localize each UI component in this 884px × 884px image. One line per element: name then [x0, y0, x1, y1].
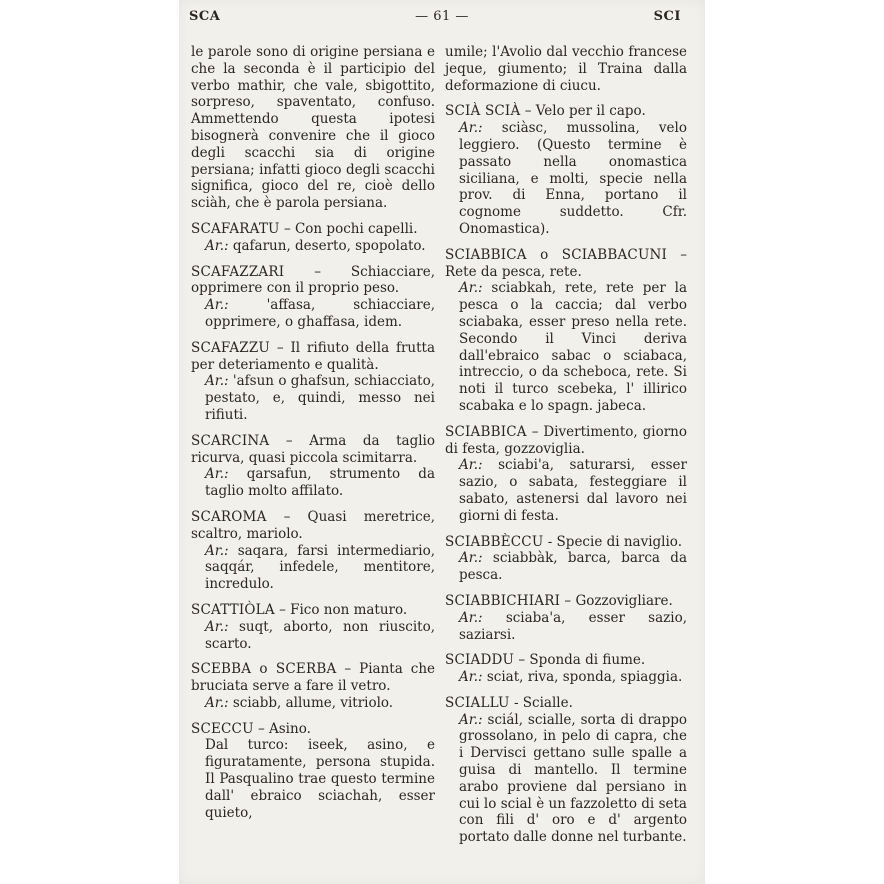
entry-definition [445, 247, 687, 281]
arabic-etymology [445, 280, 687, 414]
arabic-text: sciabbàk, barca, barca da pesca. [459, 550, 687, 584]
entry-gloss: – Con pochi capelli. [283, 220, 418, 237]
page-number: — 61 — [415, 9, 469, 24]
arabic-etymology [445, 120, 687, 238]
entry-gloss: – Quasi meretrice, scaltro, mariolo. [191, 508, 435, 542]
dictionary-entry [191, 721, 435, 822]
left-entries [191, 221, 435, 822]
entry-gloss: – Arma da taglio ricurva, quasi piccola scimitarra. [191, 432, 435, 466]
entry-gloss: – Il rifiuto della frutta per deteriamento e qualità. [191, 339, 435, 373]
entry-headword: SCIADDU [445, 652, 515, 669]
arabic-etymology [445, 669, 687, 686]
arabic-text: sciál, scialle, sorta di drappo grossolano, in pelo di capra, che i Dervisci gettano sulle spalle a guisa di mantello. Il termine arabo proviene dal persiano in cui lo scial è un fazzoletto di seta con fili d' oro e d' argento portato dalle donne nel turbante. [459, 711, 688, 846]
header-left: SCA [189, 9, 221, 24]
right-column [445, 44, 687, 855]
arabic-label: Ar.: [459, 609, 483, 626]
arabic-label: Ar.: [459, 457, 483, 474]
entry-gloss: – Schiacciare, opprimere con il proprio peso. [191, 263, 435, 297]
entry-headword: SCIABBÈCCU [445, 533, 544, 550]
entry-headword: SCARCINA [191, 432, 270, 449]
entry-headword: SCAFARATU [191, 220, 280, 237]
entry-headword: SCIÀ SCIÀ [445, 103, 521, 120]
entry-gloss: – Fico non maturo. [279, 601, 408, 618]
arabic-etymology [445, 550, 687, 584]
arabic-text: sciabi'a, saturarsi, esser sazio, o sabata, festeggiare il sabato, astenersi dal lavoro nei giorni di festa. [459, 457, 687, 524]
arabic-etymology [191, 695, 435, 712]
entry-definition [445, 534, 687, 551]
arabic-text: 'affasa, schiacciare, opprimere, o ghaffasa, idem. [205, 297, 435, 330]
entry-gloss: – Sponda di fiume. [518, 652, 646, 669]
entry-gloss: – Pianta che bruciata serve a fare il vetro. [191, 661, 436, 695]
arabic-text: 'afsun o ghafsun, schiacciato, pestato, e, quindi, messo nei rifiuti. [205, 373, 435, 423]
right-intro [445, 44, 687, 94]
entry-definition [191, 264, 435, 298]
dictionary-entry [191, 340, 435, 424]
right-entries [445, 103, 687, 846]
arabic-label: Ar.: [205, 373, 229, 390]
dictionary-entry [191, 433, 435, 500]
dictionary-entry [191, 602, 435, 652]
dictionary-page [179, 0, 705, 884]
arabic-label: Ar.: [205, 237, 229, 254]
entry-headword: SCIABBICHIARI [445, 592, 561, 609]
entry-headword: SCIALLU [445, 694, 510, 711]
arabic-label: Ar.: [459, 280, 483, 297]
arabic-text: sciabb, allume, vitriolo. [232, 694, 394, 711]
arabic-text: sciabkah, rete, rete per la pesca o la caccia; dal verbo sciabaka, esser preso nella rete. Secondo il Vinci deriva dall'ebraico sabac o sciabaca, intreccio, o da scheboca, rete. Si noti il turco scebeka, l' illirico scabaka e lo spagn. jabeca. [459, 280, 687, 414]
entry-definition [445, 103, 687, 120]
dictionary-entry [445, 247, 687, 415]
entry-headword: SCAFAZZARI [191, 263, 285, 280]
arabic-etymology [191, 238, 435, 255]
intro-text: umile; l'Avolio dal vecchio francese jeque, giumento; il Traina dalla deformazione di ciucu. [445, 44, 687, 94]
arabic-label: Ar.: [205, 694, 229, 711]
arabic-text: suqt, aborto, non riuscito, scarto. [205, 618, 436, 652]
arabic-label: Ar.: [205, 466, 229, 483]
dictionary-entry [445, 593, 687, 643]
header-right: SCI [653, 9, 681, 24]
arabic-label: Ar.: [205, 618, 229, 635]
entry-definition [191, 340, 435, 374]
entry-definition [191, 509, 435, 543]
dictionary-entry [445, 652, 687, 686]
arabic-label: Ar.: [459, 669, 483, 686]
entry-headword: SCIABBICA o SCIABBACUNI [445, 246, 668, 263]
entry-gloss: - Scialle. [513, 694, 573, 711]
entry-definition [445, 424, 687, 458]
dictionary-entry [445, 424, 687, 525]
dictionary-entry [445, 695, 687, 846]
dictionary-entry [191, 509, 435, 593]
arabic-text: sciaba'a, esser sazio, saziarsi. [459, 609, 688, 643]
arabic-text: qarsafun, strumento da taglio molto affilato. [205, 466, 435, 500]
arabic-etymology [445, 457, 687, 524]
arabic-label: Ar.: [459, 550, 483, 567]
entry-gloss: – Velo per il capo. [524, 103, 646, 120]
dictionary-entry [445, 103, 687, 237]
entry-definition [445, 593, 687, 610]
entry-definition [191, 721, 435, 738]
arabic-etymology [191, 373, 435, 423]
arabic-label: Ar.: [205, 542, 229, 559]
left-intro [191, 44, 435, 212]
entry-extra-text: Dal turco: iseek, asino, e figuratamente, persona stupida. Il Pasqualino trae questo termine dall' ebraico sciachah, esser quieto, [205, 737, 435, 821]
entry-definition [445, 695, 687, 712]
entry-gloss: – Gozzovigliare. [564, 592, 673, 609]
arabic-text: qafarun, deserto, spopolato. [232, 237, 426, 254]
entry-gloss: – Asino. [257, 720, 311, 737]
left-column [191, 44, 435, 830]
arabic-text: sciat, riva, sponda, spiaggia. [486, 669, 683, 686]
intro-text: le parole sono di origine persiana e che la seconda è il participio del verbo mathir, che vale, sbigottito, sorpreso, spaventato, confuso. Ammettendo questa ipotesi bisognerà convenire che il gioco degli scacchi sia di origine persiana; infatti gioco degli scacchi significa, gioco del re, cioè dello sciàh, che è parola persiana. [191, 44, 435, 212]
arabic-etymology [191, 466, 435, 500]
entry-gloss: - Specie di naviglio. [547, 533, 682, 550]
arabic-text: sciàsc, mussolina, velo leggiero. (Questo termine è passato nella onomastica siciliana, e molti, specie nella prov. di Enna, portano il cognome suddetto. Cfr. Onomastica). [459, 120, 687, 237]
dictionary-entry [191, 661, 435, 711]
dictionary-entry [191, 264, 435, 331]
arabic-etymology [191, 297, 435, 331]
entry-headword: SCATTIÒLA [191, 601, 275, 618]
arabic-etymology [191, 543, 435, 593]
arabic-etymology [445, 610, 687, 644]
entry-headword: SCECCU [191, 720, 254, 737]
page-header [179, 9, 705, 29]
entry-gloss: – Rete da pesca, rete. [445, 246, 687, 280]
arabic-label: Ar.: [205, 297, 229, 314]
entry-headword: SCAROMA [191, 508, 267, 525]
arabic-etymology [445, 712, 687, 846]
entry-definition [191, 221, 435, 238]
entry-definition [191, 602, 435, 619]
entry-headword: SCEBBA o SCERBA [191, 661, 337, 678]
dictionary-entry [445, 534, 687, 584]
entry-definition [445, 652, 687, 669]
entry-definition [191, 433, 435, 467]
arabic-label: Ar.: [459, 120, 483, 137]
arabic-label: Ar.: [459, 711, 483, 728]
dictionary-entry [191, 221, 435, 255]
entry-definition [191, 661, 435, 695]
entry-headword: SCIABBICA [445, 423, 527, 440]
arabic-etymology [191, 619, 435, 653]
entry-headword: SCAFAZZU [191, 339, 271, 356]
entry-gloss: – Divertimento, giorno di festa, gozzoviglia. [445, 423, 687, 457]
arabic-text: saqara, farsi intermediario, saqqár, infedele, mentitore, incredulo. [205, 542, 435, 593]
